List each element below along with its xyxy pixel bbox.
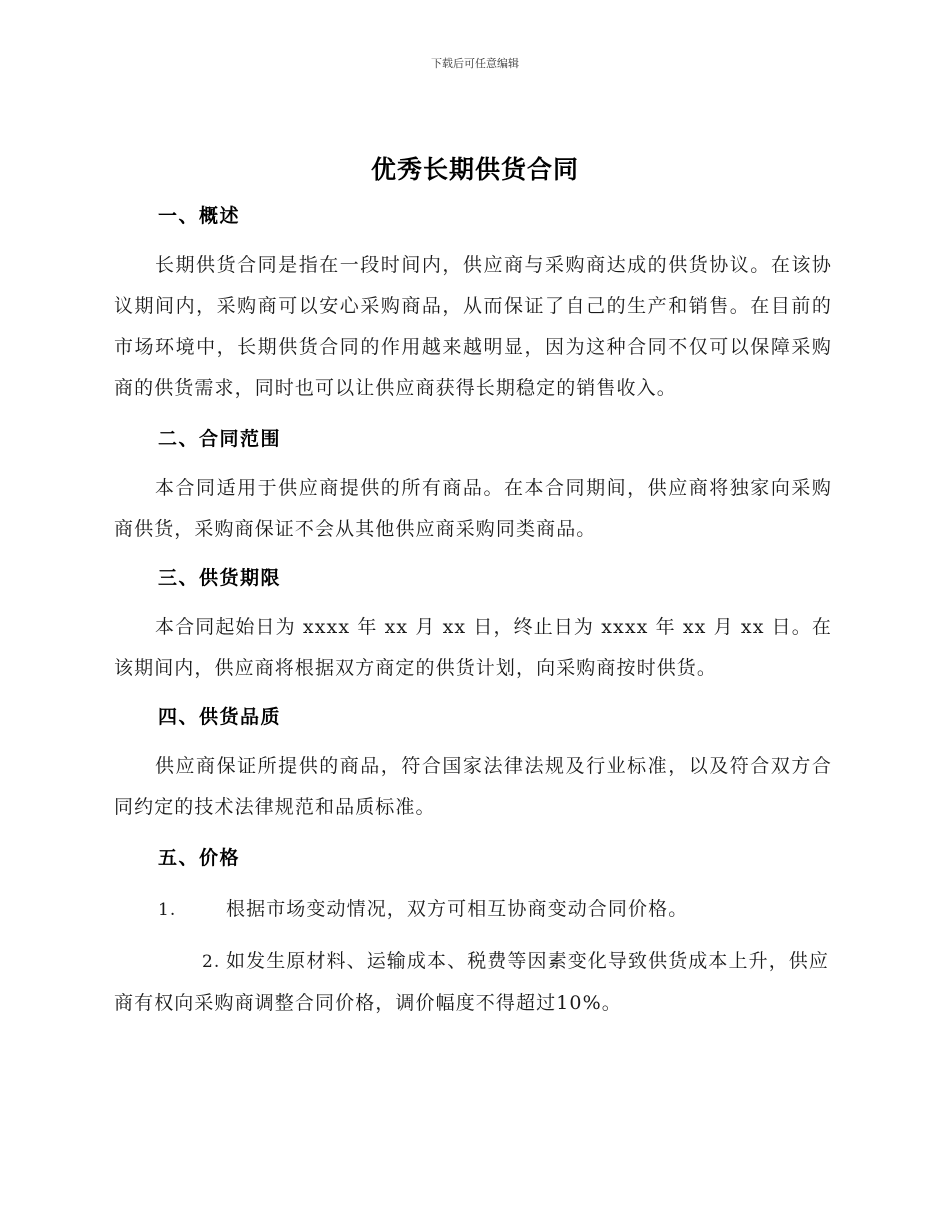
section-heading-term: 三、供货期限: [158, 567, 282, 589]
section-heading-scope: 二、合同范围: [158, 428, 282, 450]
section-paragraph-overview: 长期供货合同是指在一段时间内，供应商与采购商达成的供货协议。在该协议期间内，采购商可以安心采购商品，从而保证了自己的生产和销售。在目前的市场环境中，长期供货合同的作用越来越明显，因为这种合同不仅可以保障采购商的供货需求，同时也可以让供应商获得长期稳定的销售收入。: [114, 254, 832, 399]
section-heading-price: 五、价格: [158, 847, 241, 869]
section-paragraph-quality: 供应商保证所提供的商品，符合国家法律法规及行业标准，以及符合双方合同约定的技术法律规范和品质标准。: [114, 755, 832, 818]
section-paragraph-term: 本合同起始日为 xxxx 年 xx 月 xx 日，终止日为 xxxx 年 xx 月 xx 日。在该期间内，供应商将根据双方商定的供货计划，向采购商按时供货。: [114, 616, 832, 679]
list-item-text: 根据市场变动情况，双方可相互协商变动合同价格。: [226, 898, 689, 920]
section-heading-overview: 一、概述: [158, 205, 241, 227]
list-item: [114, 941, 832, 1024]
list-item-number: 2.: [202, 952, 221, 972]
section-paragraph-scope: 本合同适用于供应商提供的所有商品。在本合同期间，供应商将独家向采购商供货，采购商保证不会从其他供应商采购同类商品。: [114, 477, 832, 540]
list-item-number: 1.: [158, 900, 177, 920]
list-item-text: 如发生原材料、运输成本、税费等因素变化导致供货成本上升，供应商有权向采购商调整合同价格，调价幅度不得超过10%。: [114, 950, 830, 1014]
document-body: [114, 196, 832, 1024]
document-title: 优秀长期供货合同: [370, 155, 579, 184]
page-header-note: 下载后可任意编辑: [431, 57, 519, 70]
list-item: [114, 889, 832, 931]
section-heading-quality: 四、供货品质: [158, 706, 282, 728]
